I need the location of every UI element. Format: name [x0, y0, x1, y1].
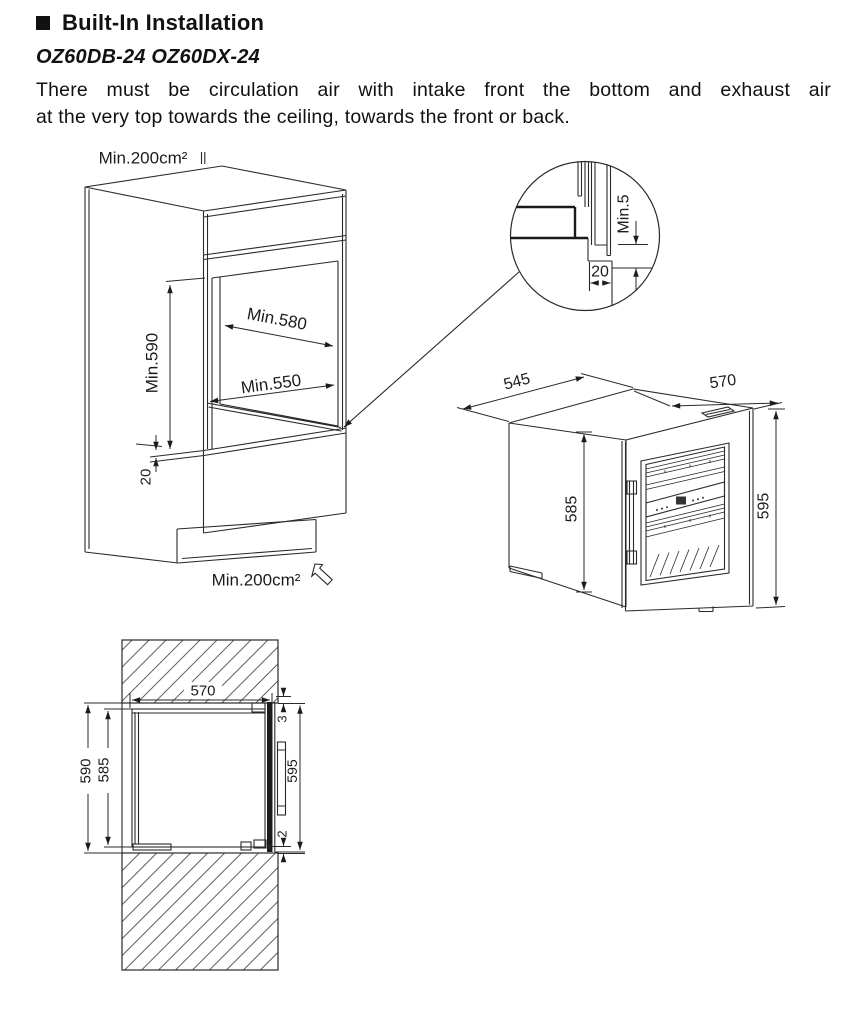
section-niche-width-label: 570 [190, 682, 216, 700]
door-section [267, 702, 273, 852]
detail-leader-arrow [344, 272, 519, 427]
cabinet-niche-drawing [85, 149, 346, 590]
cabinet-bottom-vent-label: Min.200cm² [211, 570, 301, 590]
appliance-depth-label: 545 [501, 370, 533, 394]
section-niche-height-label: 590 [77, 758, 95, 784]
wall-hatch-bottom [122, 853, 278, 970]
appliance-door-height-label: 595 [755, 492, 773, 520]
door-handle [627, 481, 637, 564]
detail-circle [344, 160, 660, 427]
description-line-2: at the very top towards the ceiling, towards the front or back. [36, 106, 570, 128]
page-title: Built-In Installation [62, 10, 265, 35]
detail-top-gap-label: Min.5 [615, 194, 633, 234]
top-vent-slot-icon [202, 152, 205, 164]
section-door-height-label: 595 [284, 759, 300, 783]
appliance-body-height-label: 585 [563, 495, 581, 523]
section-bottom-overlap-label: 2 [274, 830, 290, 838]
appliance-drawing [457, 370, 785, 611]
bottom-vent-arrow-icon [312, 564, 332, 585]
cabinet-niche-width-label: Min.580 [245, 304, 309, 334]
cabinet-top-vent-label: Min.200cm² [98, 148, 188, 168]
section-body-height-label: 585 [95, 757, 113, 783]
cabinet-niche-height-label: Min.590 [142, 332, 162, 394]
appliance-width-label: 570 [708, 371, 738, 393]
model-numbers: OZ60DB-24 OZ60DX-24 [36, 46, 260, 68]
section-top-overlap-label: 3 [274, 715, 290, 723]
description-line-1: There must be circulation air with intake front the bottom and exhaust air [36, 79, 831, 101]
cabinet-niche-depth-label: Min.550 [239, 370, 303, 398]
niche-section-drawing [78, 640, 306, 970]
cabinet-worktop-thickness-label: 20 [137, 468, 155, 486]
detail-rear-offset-label: 20 [591, 263, 609, 281]
